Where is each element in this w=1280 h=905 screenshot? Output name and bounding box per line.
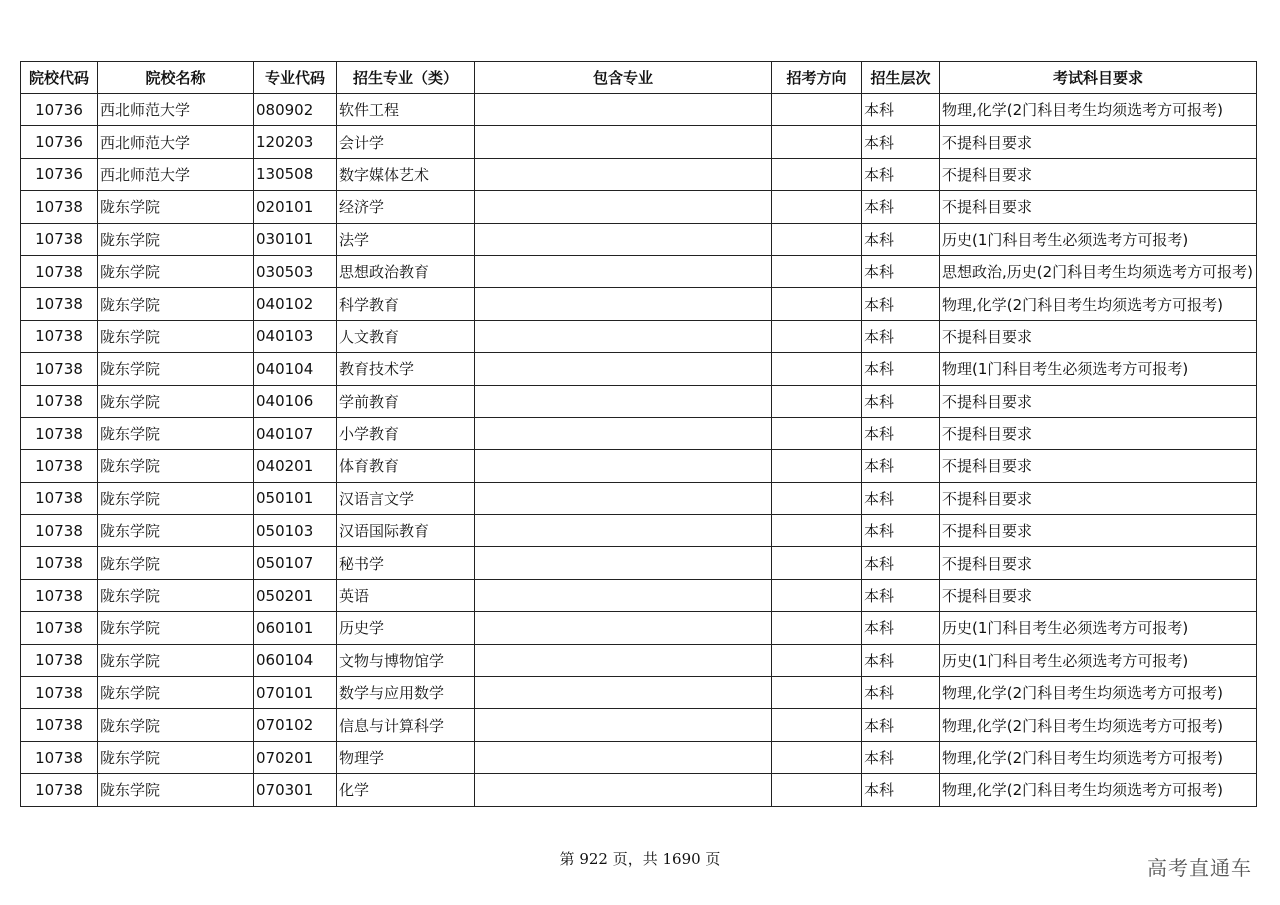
cell-school-code: 10738 (21, 353, 98, 385)
table-row (21, 223, 1257, 255)
cell-major-name: 法学 (337, 223, 475, 255)
cell-school-name: 陇东学院 (98, 612, 254, 644)
cell-school-code: 10736 (21, 94, 98, 126)
cell-major-code: 040201 (254, 450, 337, 482)
table-row (21, 417, 1257, 449)
cell-subject-requirement: 不提科目要求 (940, 191, 1257, 223)
cell-direction (772, 450, 862, 482)
cell-school-code: 10738 (21, 677, 98, 709)
cell-subject-requirement: 不提科目要求 (940, 482, 1257, 514)
table-row (21, 255, 1257, 287)
cell-major-name: 体育教育 (337, 450, 475, 482)
cell-level: 本科 (862, 515, 940, 547)
cell-subject-requirement: 不提科目要求 (940, 320, 1257, 352)
cell-direction (772, 547, 862, 579)
page-number: 第 922 页，共 1690 页 (559, 850, 721, 868)
cell-major-code: 070301 (254, 774, 337, 806)
table-row (21, 515, 1257, 547)
cell-subject-requirement: 不提科目要求 (940, 547, 1257, 579)
cell-major-code: 060104 (254, 644, 337, 676)
cell-direction (772, 579, 862, 611)
table-row (21, 741, 1257, 773)
cell-school-name: 陇东学院 (98, 223, 254, 255)
cell-level: 本科 (862, 644, 940, 676)
cell-direction (772, 223, 862, 255)
cell-included-majors (475, 644, 772, 676)
cell-major-code: 030101 (254, 223, 337, 255)
cell-level: 本科 (862, 579, 940, 611)
cell-subject-requirement: 历史(1门科目考生必须选考方可报考) (940, 612, 1257, 644)
cell-level: 本科 (862, 612, 940, 644)
table-row (21, 612, 1257, 644)
header-row (21, 62, 1257, 94)
cell-school-code: 10738 (21, 612, 98, 644)
cell-level: 本科 (862, 288, 940, 320)
cell-major-code: 040104 (254, 353, 337, 385)
cell-included-majors (475, 709, 772, 741)
cell-subject-requirement: 思想政治,历史(2门科目考生均须选考方可报考) (940, 255, 1257, 287)
cell-school-code: 10736 (21, 158, 98, 190)
cell-major-name: 物理学 (337, 741, 475, 773)
cell-school-code: 10738 (21, 579, 98, 611)
cell-level: 本科 (862, 353, 940, 385)
cell-level: 本科 (862, 774, 940, 806)
table-row (21, 579, 1257, 611)
cell-school-name: 西北师范大学 (98, 94, 254, 126)
cell-subject-requirement: 不提科目要求 (940, 515, 1257, 547)
cell-subject-requirement: 物理(1门科目考生必须选考方可报考) (940, 353, 1257, 385)
cell-school-code: 10738 (21, 644, 98, 676)
cell-school-code: 10738 (21, 515, 98, 547)
cell-school-name: 陇东学院 (98, 644, 254, 676)
cell-level: 本科 (862, 677, 940, 709)
cell-school-name: 陇东学院 (98, 450, 254, 482)
cell-major-name: 历史学 (337, 612, 475, 644)
header-school-code: 院校代码 (21, 62, 98, 94)
cell-subject-requirement: 历史(1门科目考生必须选考方可报考) (940, 644, 1257, 676)
cell-major-code: 080902 (254, 94, 337, 126)
cell-level: 本科 (862, 94, 940, 126)
cell-major-name: 科学教育 (337, 288, 475, 320)
cell-major-name: 秘书学 (337, 547, 475, 579)
cell-included-majors (475, 547, 772, 579)
cell-direction (772, 482, 862, 514)
cell-subject-requirement: 物理,化学(2门科目考生均须选考方可报考) (940, 677, 1257, 709)
cell-major-name: 数字媒体艺术 (337, 158, 475, 190)
cell-major-name: 思想政治教育 (337, 255, 475, 287)
cell-direction (772, 741, 862, 773)
cell-school-code: 10738 (21, 774, 98, 806)
cell-direction (772, 191, 862, 223)
table-row (21, 482, 1257, 514)
table-row (21, 158, 1257, 190)
cell-major-name: 软件工程 (337, 94, 475, 126)
cell-level: 本科 (862, 126, 940, 158)
table-row (21, 644, 1257, 676)
cell-subject-requirement: 不提科目要求 (940, 385, 1257, 417)
cell-major-name: 信息与计算科学 (337, 709, 475, 741)
cell-included-majors (475, 126, 772, 158)
cell-school-code: 10738 (21, 320, 98, 352)
cell-subject-requirement: 不提科目要求 (940, 158, 1257, 190)
cell-major-code: 040102 (254, 288, 337, 320)
cell-included-majors (475, 158, 772, 190)
cell-major-code: 040103 (254, 320, 337, 352)
cell-school-code: 10738 (21, 417, 98, 449)
cell-major-code: 040107 (254, 417, 337, 449)
cell-direction (772, 677, 862, 709)
cell-subject-requirement: 历史(1门科目考生必须选考方可报考) (940, 223, 1257, 255)
cell-included-majors (475, 94, 772, 126)
cell-included-majors (475, 612, 772, 644)
table-row (21, 677, 1257, 709)
cell-level: 本科 (862, 158, 940, 190)
cell-subject-requirement: 物理,化学(2门科目考生均须选考方可报考) (940, 94, 1257, 126)
cell-school-name: 西北师范大学 (98, 126, 254, 158)
cell-level: 本科 (862, 191, 940, 223)
cell-direction (772, 353, 862, 385)
cell-included-majors (475, 320, 772, 352)
cell-major-name: 汉语国际教育 (337, 515, 475, 547)
cell-major-code: 050201 (254, 579, 337, 611)
header-major-name: 招生专业（类） (337, 62, 475, 94)
cell-included-majors (475, 288, 772, 320)
cell-level: 本科 (862, 547, 940, 579)
cell-direction (772, 288, 862, 320)
table-row (21, 288, 1257, 320)
cell-school-code: 10738 (21, 741, 98, 773)
cell-included-majors (475, 191, 772, 223)
cell-included-majors (475, 579, 772, 611)
cell-included-majors (475, 741, 772, 773)
cell-school-name: 陇东学院 (98, 774, 254, 806)
cell-included-majors (475, 677, 772, 709)
cell-level: 本科 (862, 385, 940, 417)
cell-included-majors (475, 353, 772, 385)
table-row (21, 450, 1257, 482)
cell-subject-requirement: 不提科目要求 (940, 450, 1257, 482)
cell-school-name: 陇东学院 (98, 191, 254, 223)
cell-school-name: 陇东学院 (98, 709, 254, 741)
cell-direction (772, 515, 862, 547)
table-body (21, 94, 1257, 807)
cell-direction (772, 158, 862, 190)
cell-included-majors (475, 482, 772, 514)
cell-major-code: 050107 (254, 547, 337, 579)
cell-included-majors (475, 774, 772, 806)
cell-major-code: 060101 (254, 612, 337, 644)
table-row (21, 385, 1257, 417)
cell-direction (772, 709, 862, 741)
cell-level: 本科 (862, 223, 940, 255)
cell-direction (772, 126, 862, 158)
cell-level: 本科 (862, 255, 940, 287)
cell-school-code: 10738 (21, 191, 98, 223)
cell-level: 本科 (862, 450, 940, 482)
cell-included-majors (475, 385, 772, 417)
cell-major-name: 文物与博物馆学 (337, 644, 475, 676)
cell-level: 本科 (862, 417, 940, 449)
cell-major-code: 030503 (254, 255, 337, 287)
cell-major-name: 小学教育 (337, 417, 475, 449)
cell-major-name: 会计学 (337, 126, 475, 158)
table-row (21, 547, 1257, 579)
cell-school-code: 10738 (21, 547, 98, 579)
cell-school-name: 陇东学院 (98, 353, 254, 385)
cell-major-code: 050101 (254, 482, 337, 514)
cell-school-code: 10738 (21, 255, 98, 287)
cell-major-name: 经济学 (337, 191, 475, 223)
cell-school-code: 10738 (21, 385, 98, 417)
table-row (21, 709, 1257, 741)
cell-level: 本科 (862, 482, 940, 514)
header-level: 招生层次 (862, 62, 940, 94)
cell-included-majors (475, 223, 772, 255)
cell-school-code: 10738 (21, 223, 98, 255)
cell-school-code: 10738 (21, 288, 98, 320)
cell-subject-requirement: 物理,化学(2门科目考生均须选考方可报考) (940, 709, 1257, 741)
cell-school-name: 陇东学院 (98, 741, 254, 773)
cell-school-name: 陇东学院 (98, 320, 254, 352)
cell-subject-requirement: 不提科目要求 (940, 417, 1257, 449)
cell-major-name: 化学 (337, 774, 475, 806)
cell-school-name: 陇东学院 (98, 515, 254, 547)
cell-school-name: 陇东学院 (98, 579, 254, 611)
cell-direction (772, 417, 862, 449)
cell-major-code: 120203 (254, 126, 337, 158)
cell-level: 本科 (862, 741, 940, 773)
cell-direction (772, 255, 862, 287)
table-row (21, 320, 1257, 352)
cell-major-code: 050103 (254, 515, 337, 547)
cell-direction (772, 612, 862, 644)
cell-direction (772, 320, 862, 352)
cell-subject-requirement: 物理,化学(2门科目考生均须选考方可报考) (940, 288, 1257, 320)
cell-included-majors (475, 255, 772, 287)
header-direction: 招考方向 (772, 62, 862, 94)
cell-school-name: 陇东学院 (98, 385, 254, 417)
cell-subject-requirement: 物理,化学(2门科目考生均须选考方可报考) (940, 774, 1257, 806)
cell-major-name: 教育技术学 (337, 353, 475, 385)
cell-included-majors (475, 417, 772, 449)
cell-school-code: 10738 (21, 450, 98, 482)
cell-school-name: 陇东学院 (98, 417, 254, 449)
table-row (21, 94, 1257, 126)
cell-major-name: 汉语言文学 (337, 482, 475, 514)
cell-subject-requirement: 物理,化学(2门科目考生均须选考方可报考) (940, 741, 1257, 773)
header-school-name: 院校名称 (98, 62, 254, 94)
cell-major-code: 040106 (254, 385, 337, 417)
cell-subject-requirement: 不提科目要求 (940, 579, 1257, 611)
cell-school-name: 西北师范大学 (98, 158, 254, 190)
cell-school-name: 陇东学院 (98, 288, 254, 320)
header-major-code: 专业代码 (254, 62, 337, 94)
table-row (21, 191, 1257, 223)
cell-direction (772, 94, 862, 126)
watermark: 高考直通车 (1147, 856, 1252, 880)
cell-major-name: 数学与应用数学 (337, 677, 475, 709)
cell-major-name: 人文教育 (337, 320, 475, 352)
table-row (21, 126, 1257, 158)
cell-school-code: 10736 (21, 126, 98, 158)
cell-subject-requirement: 不提科目要求 (940, 126, 1257, 158)
cell-major-code: 070101 (254, 677, 337, 709)
cell-level: 本科 (862, 320, 940, 352)
cell-school-code: 10738 (21, 709, 98, 741)
cell-school-name: 陇东学院 (98, 547, 254, 579)
header-included-majors: 包含专业 (475, 62, 772, 94)
cell-level: 本科 (862, 709, 940, 741)
cell-school-name: 陇东学院 (98, 255, 254, 287)
cell-school-code: 10738 (21, 482, 98, 514)
cell-major-name: 英语 (337, 579, 475, 611)
cell-major-name: 学前教育 (337, 385, 475, 417)
cell-major-code: 130508 (254, 158, 337, 190)
cell-major-code: 070201 (254, 741, 337, 773)
cell-major-code: 020101 (254, 191, 337, 223)
cell-direction (772, 774, 862, 806)
cell-included-majors (475, 450, 772, 482)
admission-table (20, 61, 1257, 807)
cell-direction (772, 644, 862, 676)
cell-major-code: 070102 (254, 709, 337, 741)
cell-direction (772, 385, 862, 417)
cell-school-name: 陇东学院 (98, 677, 254, 709)
cell-school-name: 陇东学院 (98, 482, 254, 514)
table-row (21, 353, 1257, 385)
header-subject-requirement: 考试科目要求 (940, 62, 1257, 94)
cell-included-majors (475, 515, 772, 547)
table-row (21, 774, 1257, 806)
